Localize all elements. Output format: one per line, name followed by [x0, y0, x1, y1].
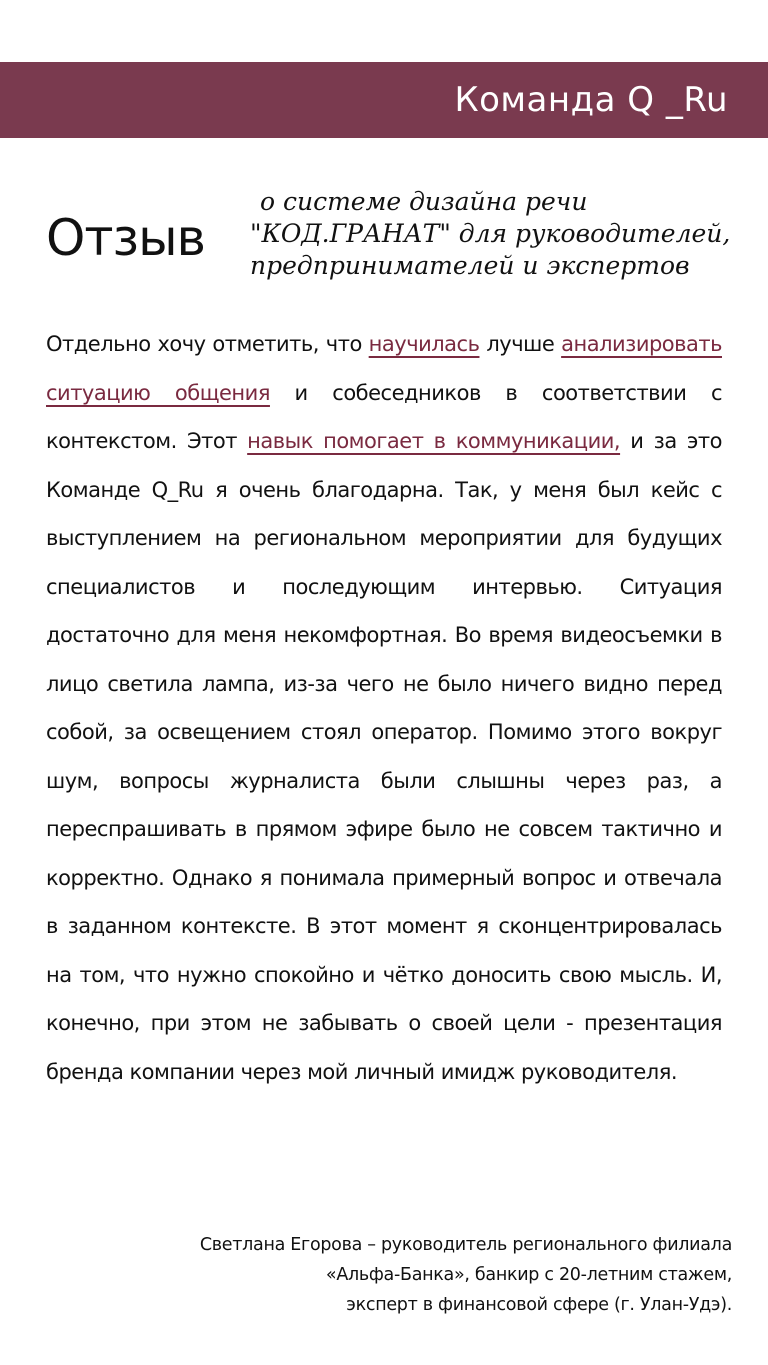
review-segment: и собеседников в соответствии с контекстом. Этот: [46, 380, 722, 453]
header-banner: [0, 62, 768, 138]
brand-title: Команда Q _Ru: [454, 80, 728, 120]
review-segment: лучше: [479, 332, 562, 356]
subtitle-line: "КОД.ГРАНАТ" для руководителей,: [250, 219, 731, 248]
subtitle-line: предпринимателей и экспертов: [250, 251, 690, 280]
highlight-skill-communication: навык помогает в коммуникации,: [247, 429, 621, 453]
highlight-learned: научилась: [368, 332, 480, 356]
page-subtitle: [250, 186, 750, 282]
highlight-analyze-communication: анализировать ситуацию общения: [46, 332, 722, 405]
author-signature: [92, 1230, 732, 1320]
page-title: Отзыв: [46, 209, 206, 267]
review-text: [46, 320, 722, 1096]
review-segment: Отдельно хочу отметить, что: [46, 332, 369, 356]
signature-line: эксперт в финансовой сфере (г. Улан-Удэ).: [346, 1295, 732, 1315]
signature-line: «Альфа-Банка», банкир с 20-летним стажем,: [325, 1265, 732, 1285]
subtitle-line: о системе дизайна речи: [260, 187, 588, 216]
signature-line: Светлана Егорова – руководитель регионального филиала: [199, 1235, 732, 1255]
review-segment: и за это Команде Q_Ru я очень благодарна. Так, у меня был кейс с выступлением на региональном мероприятии для будущих специалистов и последующим интервью. Ситуация достаточно для меня некомфортная. Во время видеосъемки в лицо светила лампа, из-за чего не было ничего видно перед собой, за освещением стоял оператор. Помимо этого вокруг шум, вопросы журналиста были слышны через раз, а переспрашивать в прямом эфире было не совсем тактично и корректно. Однако я понимала примерный вопрос и отвечала в заданном контексте. В этот момент я сконцентрировалась на том, что нужно спокойно и чётко доносить свою мысль. И, конечно, при этом не забывать о своей цели - презентация бренда компании через мой личный имидж руководителя.: [46, 429, 722, 1084]
